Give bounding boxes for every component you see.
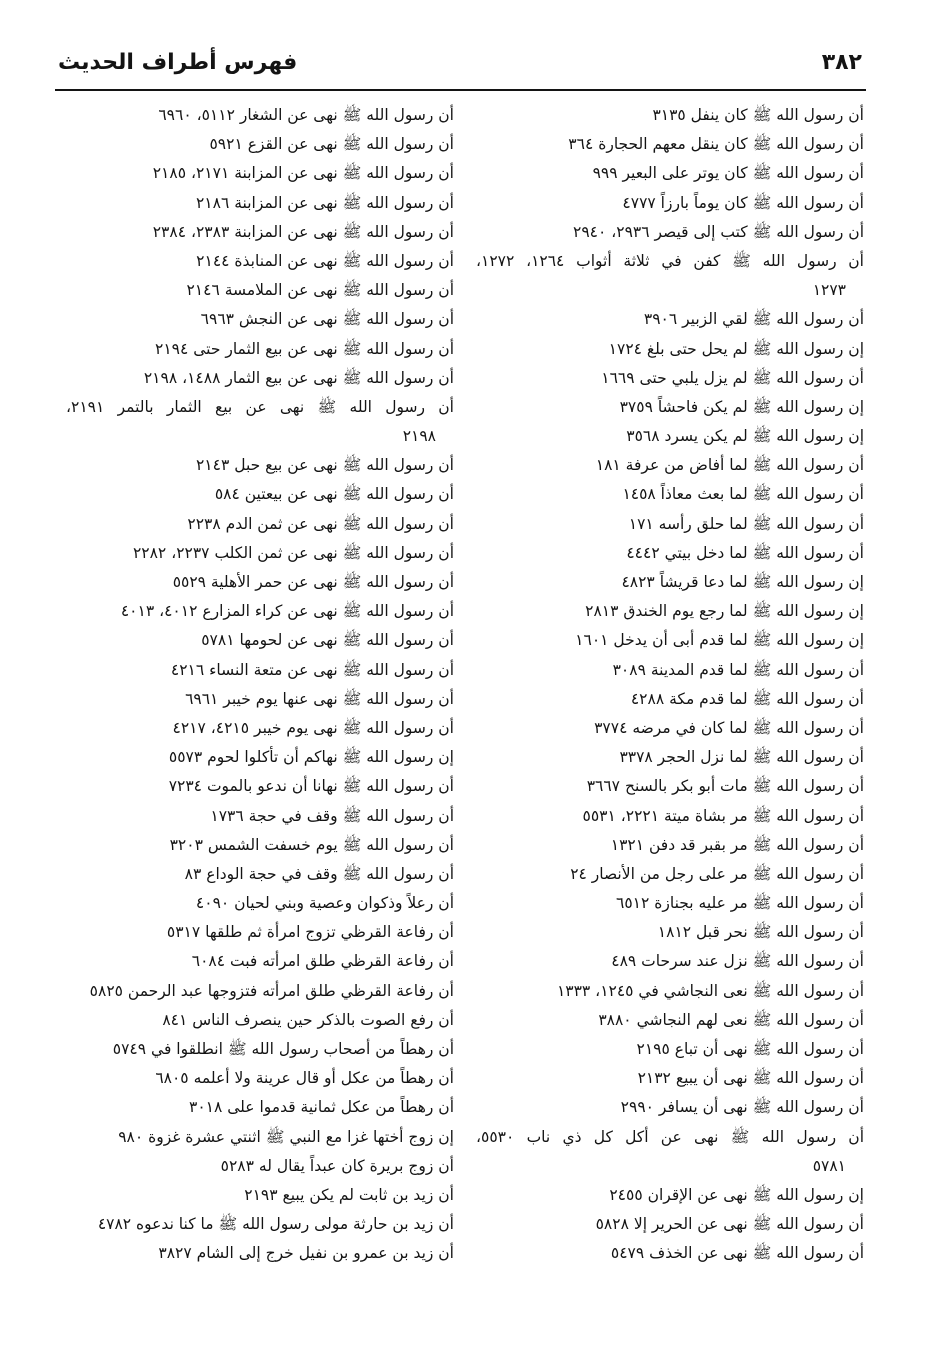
index-entry [66,451,454,480]
entry-text: أن رهطاً من عكل أو قال عرينة ولا أعلمه ٦٨٠٥ [155,1069,454,1088]
entry-text: أن رسول الله ﷺ نهانا أن ندعو بالموت ٧٢٣٤ [168,777,454,796]
entry-text: أن رعلاً وذكوان وعصية وبني لحيان ٤٠٩٠ [195,894,454,913]
index-entry [66,831,454,860]
index-entry [66,510,454,539]
entry-text: أن رسول الله ﷺ نهى عن ثمن الكلب ٢٢٣٧، ٢٢٨٢ [132,543,454,562]
entry-text: أن رسول الله ﷺ نهى أن يبيع ٢١٣٢ [637,1069,864,1088]
entry-text: أن رسول الله ﷺ مات أبو بكر بالسنح ٣٦٦٧ [586,777,864,796]
entry-text: أن رسول الله ﷺ يوم خسفت الشمس ٣٢٠٣ [169,835,454,854]
index-entry [66,335,454,364]
entry-text: أن رسول الله ﷺ مر عليه بجنازة ٦٥١٢ [616,894,864,913]
entry-text: إن رسول الله ﷺ لما قدم أبى أن يدخل ١٦٠١ [575,631,864,650]
entry-text: أن رفاعة القرظي تزوج امرأة ثم طلقها ٥٣١٧ [166,923,454,942]
index-entry [476,918,864,947]
entry-text: أن رسول الله ﷺ نهى عن بيعتين ٥٨٤ [214,485,454,504]
entry-text: أن رسول الله ﷺ نهى عن النجش ٦٩٦٣ [200,310,454,329]
index-entry [66,860,454,889]
entry-text: أن رسول الله ﷺ مر على رجل من الأنصار ٢٤ [570,864,864,883]
entry-text: إن رسول الله ﷺ لم يحل حتى بلغ ١٧٢٤ [608,339,864,358]
index-entry [476,101,864,130]
page-number: ٣٨٢ [821,50,862,75]
index-entry [66,1123,454,1152]
index-entry [66,159,454,188]
entry-text: أن رسول الله ﷺ نهى أن يسافر ٢٩٩٠ [620,1098,864,1117]
entry-text: أن رهطاً من أصحاب رسول الله ﷺ انطلقوا في ٥٧٤٩ [112,1040,454,1058]
entry-text: إن رسول الله ﷺ لما دعا قريشاً ٤٨٢٣ [621,573,864,591]
entry-text: أن رسول الله ﷺ لما نزل الحجر ٣٣٧٨ [619,748,864,767]
index-entry [476,597,864,626]
index-entry [476,714,864,743]
entry-text: أن رسول الله ﷺ نهى عن أكل كل ذي ناب ٥٥٣٠، [476,1127,864,1146]
entry-text: أن زيد بن عمرو بن نفيل خرج إلى الشام ٣٨٢٧ [158,1244,454,1263]
index-entry [66,130,454,159]
index-entry [476,889,864,918]
index-entry [66,685,454,714]
entry-text: أن رسول الله ﷺ لما قدم مكة ٤٢٨٨ [630,689,864,708]
index-entry [66,597,454,626]
entry-text: أن رسول الله ﷺ نهى عن لحومها ٥٧٨١ [201,631,454,650]
index-entry [66,802,454,831]
header-rule [55,89,866,91]
entry-text: أن رسول الله ﷺ نعى لهم النجاشي ٣٨٨٠ [598,1010,864,1029]
entry-text: أن زيد بن ثابت لم يكن يبيع ٢١٩٣ [244,1185,454,1204]
entry-text: أن رسول الله ﷺ نزل عند سرحات ٤٨٩ [611,952,864,971]
index-entry [66,1210,454,1239]
index-entry [476,743,864,772]
entry-text: أن رسول الله ﷺ كان ينقل معهم الحجارة ٣٦٤ [568,135,864,154]
entry-text: أن رسول الله ﷺ لما بعث معاذاً ١٤٥٨ [622,485,864,504]
index-entry [476,1181,864,1210]
index-entry [476,393,864,422]
index-entry [476,626,864,655]
index-entry [66,918,454,947]
index-entry [476,159,864,188]
index-column-left [66,101,454,1269]
entry-text: أن رسول الله ﷺ نهى عن الخذف ٥٤٧٩ [610,1244,864,1263]
index-entry [66,276,454,305]
index-entry [66,393,454,451]
index-entry [476,947,864,976]
entry-text: إن زوج أختها غزا مع النبي ﷺ اثنتي عشرة غزوة ٩٨٠ [118,1127,454,1146]
entry-text: أن رفاعة القرظي طلق امرأته فبت ٦٠٨٤ [191,952,454,971]
index-entry [66,1006,454,1035]
entry-continuation: ١٢٧٣ [812,281,846,300]
entry-text: إن رسول الله ﷺ لم يكن يسرد ٣٥٦٨ [626,427,864,446]
entry-text: أن رهطاً من عكل ثمانية قدموا على ٣٠١٨ [189,1098,454,1117]
index-entry [476,1210,864,1239]
entry-text: إن رسول الله ﷺ نهاكم أن تأكلوا لحوم ٥٥٧٣ [168,748,454,767]
index-entry [476,1035,864,1064]
index-entry [66,1035,454,1064]
index-entry [476,189,864,218]
index-entry [476,831,864,860]
index-entry [476,568,864,597]
index-entry [476,1239,864,1268]
entry-text: أن رسول الله ﷺ كان ينفل ٣١٣٥ [652,106,864,124]
index-entry [66,1064,454,1093]
index-entry [66,772,454,801]
index-entry [66,101,454,130]
index-entry [476,305,864,334]
entry-text: أن رسول الله ﷺ نهى عن الشغار ٥١١٢، ٦٩٦٠ [158,106,454,124]
entry-text: أن رسول الله ﷺ نهى عن بيع الثمار حتى ٢١٩٤ [155,339,454,358]
entry-text: أن رسول الله ﷺ مر بقبر قد دفن ١٣٢١ [610,835,864,854]
entry-text: أن رسول الله ﷺ نهى عن كراء المزارع ٤٠١٢، ٤٠١٣ [120,602,454,621]
entry-text: أن رسول الله ﷺ نهى عن بيع الثمار ١٤٨٨، ٢١٩٨ [143,368,454,387]
index-entry [476,247,864,305]
index-entry [476,451,864,480]
entry-text: أن رفاعة القرظي طلق امرأته فتزوجها عبد الرحمن ٥٨٢٥ [89,981,454,1000]
index-entry [476,480,864,509]
index-entry [66,1093,454,1122]
index-entry [66,1181,454,1210]
entry-text: أن رسول الله ﷺ نهى عن المنابذة ٢١٤٤ [196,251,454,270]
entry-text: أن رسول الله ﷺ نهى عن متعة النساء ٤٢١٦ [170,660,454,679]
entry-text: أن رسول الله ﷺ نهى عنها يوم خيبر ٦٩٦١ [185,689,454,708]
entry-continuation: ٥٧٨١ [812,1156,846,1175]
entry-text: أن رسول الله ﷺ لقي الزبير ٣٩٠٦ [643,310,864,329]
index-entry [66,247,454,276]
index-entry [66,364,454,393]
entry-text: أن رفع الصوت بالذكر حين ينصرف الناس ٨٤١ [162,1010,454,1029]
index-entry [476,364,864,393]
entry-text: أن رسول الله ﷺ لما قدم المدينة ٣٠٨٩ [612,660,864,679]
index-entry [476,1093,864,1122]
index-entry [476,130,864,159]
entry-text: أن رسول الله ﷺ لم يزل يلبي حتى ١٦٦٩ [601,368,864,387]
index-entry [66,656,454,685]
index-entry [476,656,864,685]
entry-continuation: ٢١٩٨ [402,427,436,446]
entry-text: أن رسول الله ﷺ نهى عن الحرير إلا ٥٨٢٨ [595,1215,864,1234]
index-entry [476,1064,864,1093]
entry-text: أن رسول الله ﷺ نهى عن بيع الثمار بالتمر ٢١٩١، [66,397,454,416]
index-entry [476,510,864,539]
entry-text: أن رسول الله ﷺ نحر قبل ١٨١٢ [657,923,864,942]
index-entry [66,480,454,509]
entry-text: أن رسول الله ﷺ نهى أن تباع ٢١٩٥ [636,1040,864,1058]
index-entry [66,1239,454,1268]
index-entry [476,1006,864,1035]
index-entry [66,1152,454,1181]
index-entry [476,1123,864,1181]
entry-text: أن رسول الله ﷺ لما أفاض من عرفة ١٨١ [595,456,864,475]
entry-text: أن رسول الله ﷺ لما حلق رأسه ١٧١ [628,514,864,533]
entry-text: إن رسول الله ﷺ لما رجع يوم الخندق ٢٨١٣ [585,602,864,621]
entry-text: أن رسول الله ﷺ نهى عن الملامسة ٢١٤٦ [186,281,454,300]
entry-text: أن زوج بريرة كان عبداً يقال له ٥٢٨٣ [220,1156,454,1175]
entry-text: أن رسول الله ﷺ نعى النجاشي في ١٢٤٥، ١٣٣٣ [556,981,864,1000]
index-entry [66,889,454,918]
entry-text: أن رسول الله ﷺ نهى عن المزابنة ٢١٧١، ٢١٨٥ [152,164,454,183]
entry-text: أن رسول الله ﷺ لما كان في مرضه ٣٧٧٤ [594,718,864,737]
index-entry [476,218,864,247]
index-entry [66,947,454,976]
entry-text: إن رسول الله ﷺ نهى عن الإقران ٢٤٥٥ [609,1185,864,1204]
entry-text: أن رسول الله ﷺ وقف في حجة الوداع ٨٣ [184,864,454,883]
entry-text: أن رسول الله ﷺ كان يوماً بارزاً ٤٧٧٧ [622,193,864,212]
entry-text: أن رسول الله ﷺ مر بشاة ميتة ٢٢٢١، ٥٥٣١ [582,806,864,825]
index-entry [66,743,454,772]
index-entry [66,977,454,1006]
index-entry [66,568,454,597]
index-entry [66,626,454,655]
entry-text: أن رسول الله ﷺ نهى عن المزابنة ٢٣٨٣، ٢٣٨٤ [152,222,454,241]
entry-text: أن زيد بن حارثة مولى رسول الله ﷺ ما كنا ندعوه ٤٧٨٢ [97,1215,454,1234]
index-entry [476,422,864,451]
entry-text: أن رسول الله ﷺ كتب إلى قيصر ٢٩٣٦، ٢٩٤٠ [573,222,864,241]
entry-text: أن رسول الله ﷺ نهى عن حمر الأهلية ٥٥٢٩ [172,573,454,591]
index-entry [476,335,864,364]
index-entry [476,539,864,568]
entry-text: أن رسول الله ﷺ كان يوتر على البعير ٩٩٩ [592,164,864,183]
index-entry [66,189,454,218]
index-entry [476,977,864,1006]
index-column-right [476,101,864,1269]
index-entry [476,802,864,831]
index-entry [476,685,864,714]
entry-text: أن رسول الله ﷺ نهى يوم خيبر ٤٢١٥، ٤٢١٧ [172,718,454,737]
entry-text: أن رسول الله ﷺ نهى عن المزابنة ٢١٨٦ [195,193,454,212]
entry-text: أن رسول الله ﷺ نهى عن بيع حبل ٢١٤٣ [195,456,454,475]
entry-text: أن رسول الله ﷺ لما دخل بيتي ٤٤٤٢ [626,543,864,562]
running-header-title: فهرس أطراف الحديث [58,50,298,75]
entry-text: أن رسول الله ﷺ كفن في ثلاثة أثواب ١٢٦٤، ١٢٧٢، [476,251,864,270]
entry-text: أن رسول الله ﷺ نهى عن القزع ٥٩٢١ [209,135,454,154]
index-entry [476,772,864,801]
index-entry [66,305,454,334]
index-entry [66,218,454,247]
entry-text: أن رسول الله ﷺ نهى عن ثمن الدم ٢٢٣٨ [187,514,454,533]
index-entry [66,539,454,568]
entry-text: أن رسول الله ﷺ وقف في حجة ١٧٣٦ [210,806,454,825]
index-entry [476,860,864,889]
index-entry [66,714,454,743]
entry-text: إن رسول الله ﷺ لم يكن فاحشاً ٣٧٥٩ [619,397,864,416]
